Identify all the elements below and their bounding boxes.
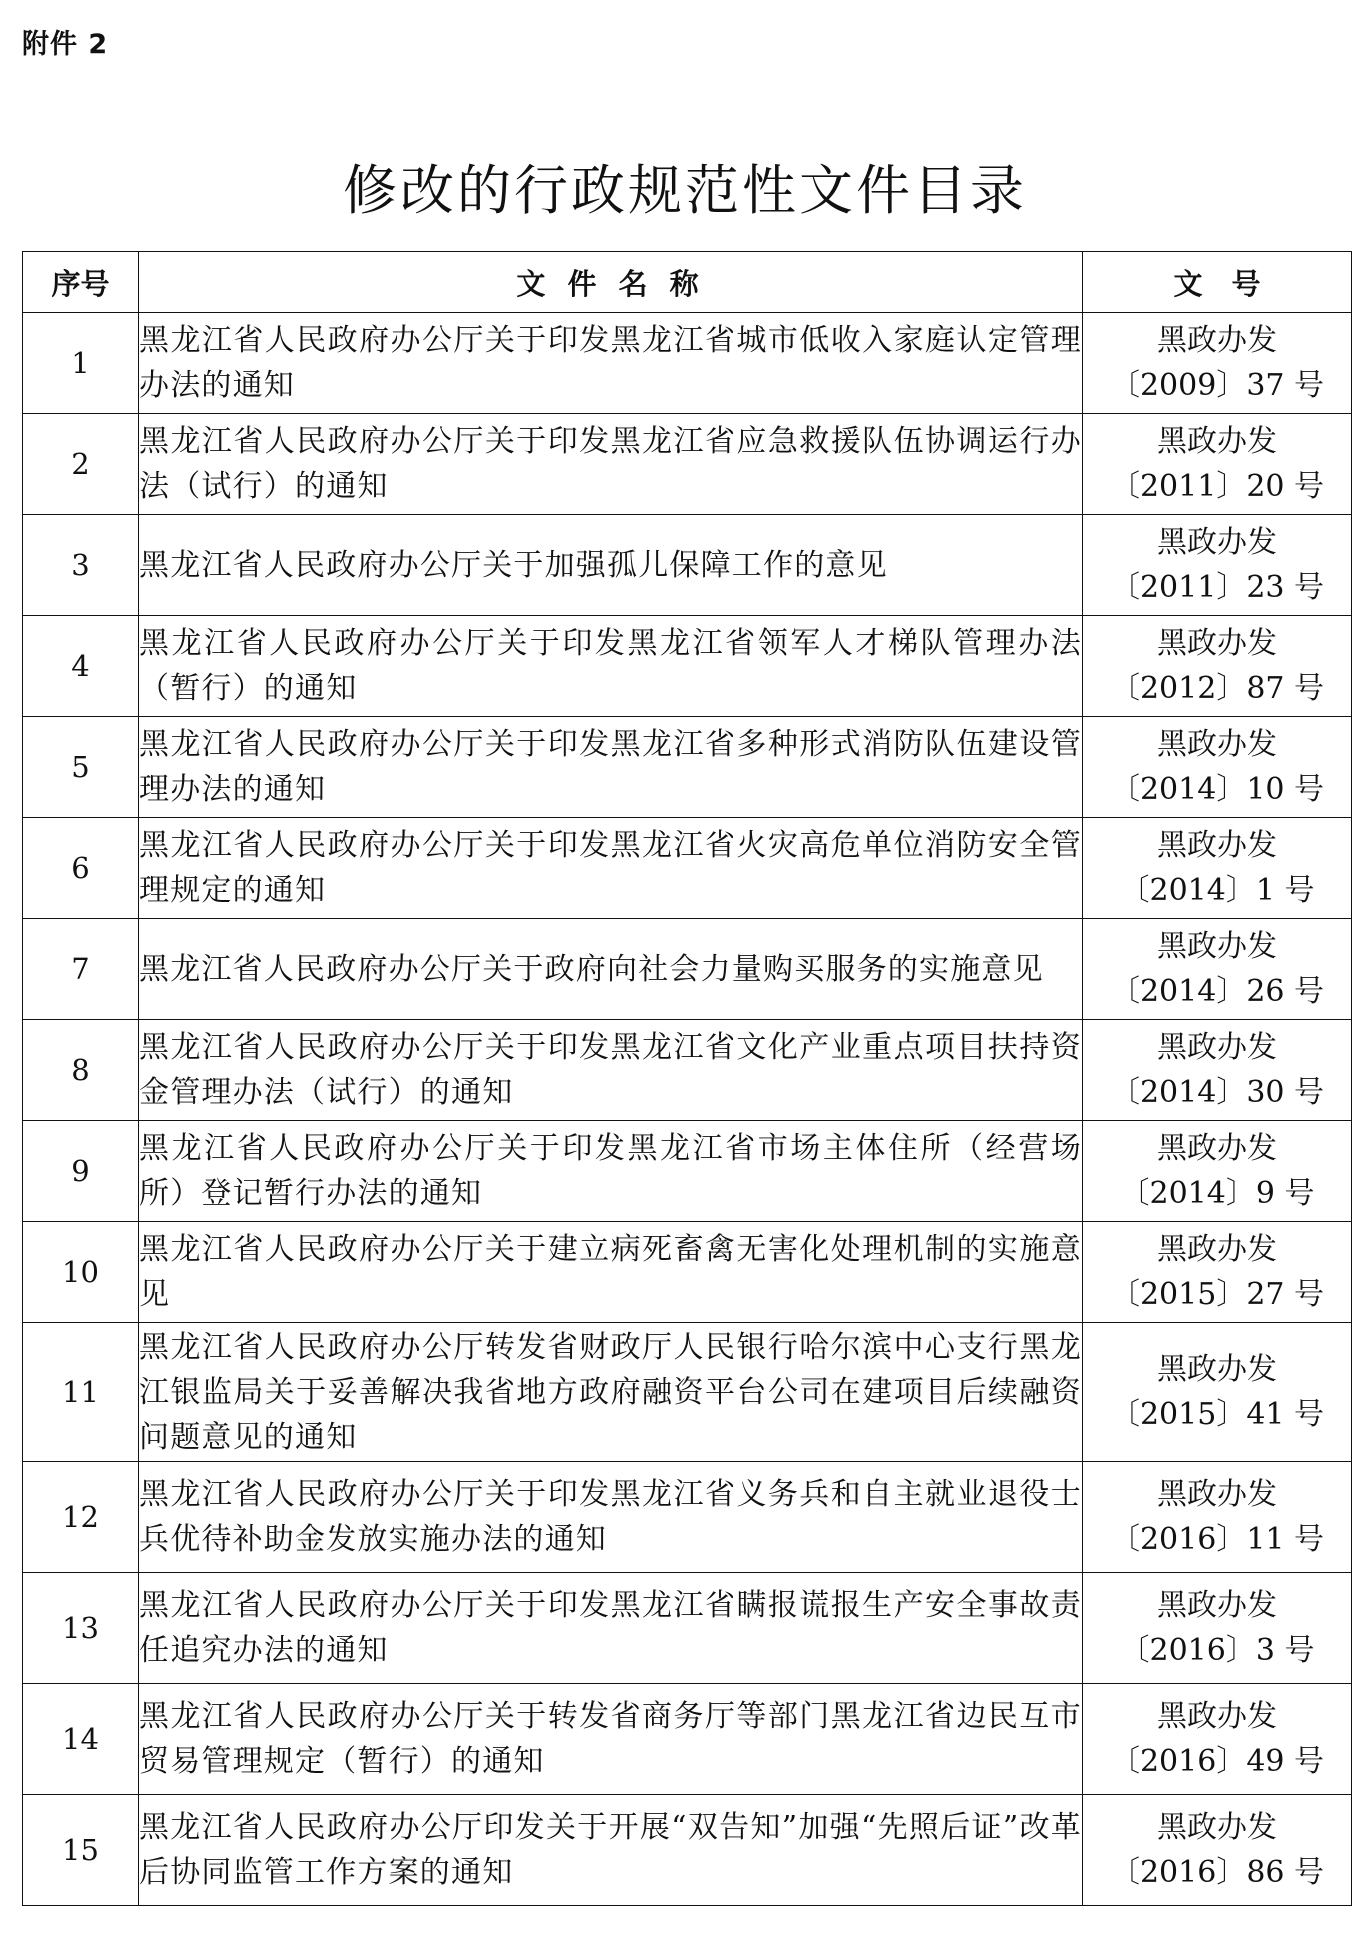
document-name: 黑龙江省人民政府办公厅关于印发黑龙江省瞒报谎报生产安全事故责任追究办法的通知 — [139, 1573, 1083, 1684]
doc-number-prefix: 黑政办发 — [1157, 1030, 1277, 1065]
row-number: 10 — [23, 1222, 139, 1323]
table-row — [23, 515, 1352, 616]
doc-number-value: 〔2011〕23 号 — [1109, 570, 1325, 605]
table-row — [23, 313, 1352, 414]
document-name: 黑龙江省人民政府办公厅关于印发黑龙江省城市低收入家庭认定管理办法的通知 — [139, 313, 1083, 414]
doc-number-prefix: 黑政办发 — [1157, 1810, 1277, 1845]
document-name: 黑龙江省人民政府办公厅关于建立病死畜禽无害化处理机制的实施意见 — [139, 1222, 1083, 1323]
doc-number-prefix: 黑政办发 — [1157, 1477, 1277, 1512]
table-row — [23, 1020, 1352, 1121]
page-title: 修改的行政规范性文件目录 — [343, 159, 1027, 222]
table-header-row — [23, 252, 1352, 313]
doc-number-value: 〔2012〕87 号 — [1109, 671, 1325, 706]
document-name: 黑龙江省人民政府办公厅关于政府向社会力量购买服务的实施意见 — [139, 919, 1083, 1020]
doc-number-value: 〔2016〕11 号 — [1109, 1522, 1325, 1557]
doc-number-value: 〔2015〕41 号 — [1109, 1397, 1325, 1432]
document-number — [1083, 919, 1352, 1020]
document-number — [1083, 1121, 1352, 1222]
table-row — [23, 1795, 1352, 1906]
row-number: 4 — [23, 616, 139, 717]
document-number — [1083, 1684, 1352, 1795]
row-number: 8 — [23, 1020, 139, 1121]
doc-number-value: 〔2014〕26 号 — [1109, 974, 1325, 1009]
doc-number-prefix: 黑政办发 — [1157, 1131, 1277, 1166]
row-number: 15 — [23, 1795, 139, 1906]
doc-number-prefix: 黑政办发 — [1157, 828, 1277, 863]
row-number: 14 — [23, 1684, 139, 1795]
table-row — [23, 1323, 1352, 1462]
column-header-doc-number: 文 号 — [1083, 252, 1352, 313]
document-name: 黑龙江省人民政府办公厅关于印发黑龙江省市场主体住所（经营场所）登记暂行办法的通知 — [139, 1121, 1083, 1222]
document-name: 黑龙江省人民政府办公厅关于印发黑龙江省义务兵和自主就业退役士兵优待补助金发放实施办法的通知 — [139, 1462, 1083, 1573]
row-number: 3 — [23, 515, 139, 616]
doc-number-value: 〔2011〕20 号 — [1109, 469, 1325, 504]
document-name: 黑龙江省人民政府办公厅关于印发黑龙江省多种形式消防队伍建设管理办法的通知 — [139, 717, 1083, 818]
table-row — [23, 1222, 1352, 1323]
document-number — [1083, 616, 1352, 717]
document-number — [1083, 1020, 1352, 1121]
table-row — [23, 414, 1352, 515]
document-number — [1083, 1573, 1352, 1684]
column-header-number: 序号 — [23, 252, 139, 313]
doc-number-prefix: 黑政办发 — [1157, 323, 1277, 358]
table-row — [23, 1462, 1352, 1573]
doc-number-prefix: 黑政办发 — [1157, 727, 1277, 762]
doc-number-value: 〔2016〕3 号 — [1119, 1633, 1315, 1668]
document-number — [1083, 818, 1352, 919]
doc-number-value: 〔2016〕49 号 — [1109, 1744, 1325, 1779]
doc-number-prefix: 黑政办发 — [1157, 1699, 1277, 1734]
table-row — [23, 818, 1352, 919]
doc-number-value: 〔2014〕10 号 — [1109, 772, 1325, 807]
row-number: 12 — [23, 1462, 139, 1573]
table-row — [23, 717, 1352, 818]
doc-number-prefix: 黑政办发 — [1157, 1352, 1277, 1387]
doc-number-prefix: 黑政办发 — [1157, 525, 1277, 560]
row-number: 9 — [23, 1121, 139, 1222]
table-row — [23, 1573, 1352, 1684]
document-number — [1083, 414, 1352, 515]
document-name: 黑龙江省人民政府办公厅关于印发黑龙江省文化产业重点项目扶持资金管理办法（试行）的通知 — [139, 1020, 1083, 1121]
column-header-name: 文 件 名 称 — [139, 252, 1083, 313]
document-name: 黑龙江省人民政府办公厅关于加强孤儿保障工作的意见 — [139, 515, 1083, 616]
document-catalog-table — [22, 251, 1352, 1906]
table-row — [23, 616, 1352, 717]
row-number: 6 — [23, 818, 139, 919]
doc-number-prefix: 黑政办发 — [1157, 1232, 1277, 1267]
document-name: 黑龙江省人民政府办公厅转发省财政厅人民银行哈尔滨中心支行黑龙江银监局关于妥善解决我省地方政府融资平台公司在建项目后续融资问题意见的通知 — [139, 1323, 1083, 1462]
doc-number-value: 〔2014〕1 号 — [1119, 873, 1315, 908]
table-row — [23, 919, 1352, 1020]
doc-number-value: 〔2014〕9 号 — [1119, 1176, 1315, 1211]
doc-number-value: 〔2015〕27 号 — [1109, 1277, 1325, 1312]
document-name: 黑龙江省人民政府办公厅关于印发黑龙江省应急救援队伍协调运行办法（试行）的通知 — [139, 414, 1083, 515]
document-number — [1083, 313, 1352, 414]
document-number — [1083, 717, 1352, 818]
document-number — [1083, 1462, 1352, 1573]
table-row — [23, 1121, 1352, 1222]
document-name: 黑龙江省人民政府办公厅关于转发省商务厅等部门黑龙江省边民互市贸易管理规定（暂行）的通知 — [139, 1684, 1083, 1795]
document-number — [1083, 1222, 1352, 1323]
row-number: 2 — [23, 414, 139, 515]
document-name: 黑龙江省人民政府办公厅关于印发黑龙江省火灾高危单位消防安全管理规定的通知 — [139, 818, 1083, 919]
document-name: 黑龙江省人民政府办公厅印发关于开展“双告知”加强“先照后证”改革后协同监管工作方案的通知 — [139, 1795, 1083, 1906]
row-number: 5 — [23, 717, 139, 818]
doc-number-prefix: 黑政办发 — [1157, 929, 1277, 964]
doc-number-prefix: 黑政办发 — [1157, 424, 1277, 459]
doc-number-prefix: 黑政办发 — [1157, 1588, 1277, 1623]
table-row — [23, 1684, 1352, 1795]
document-number — [1083, 1795, 1352, 1906]
doc-number-value: 〔2009〕37 号 — [1109, 368, 1325, 403]
doc-number-prefix: 黑政办发 — [1157, 626, 1277, 661]
row-number: 13 — [23, 1573, 139, 1684]
document-name: 黑龙江省人民政府办公厅关于印发黑龙江省领军人才梯队管理办法（暂行）的通知 — [139, 616, 1083, 717]
row-number: 1 — [23, 313, 139, 414]
row-number: 7 — [23, 919, 139, 1020]
document-number — [1083, 515, 1352, 616]
document-number — [1083, 1323, 1352, 1462]
doc-number-value: 〔2014〕30 号 — [1109, 1075, 1325, 1110]
attachment-label: 附件 2 — [22, 29, 109, 60]
doc-number-value: 〔2016〕86 号 — [1109, 1855, 1325, 1890]
row-number: 11 — [23, 1323, 139, 1462]
